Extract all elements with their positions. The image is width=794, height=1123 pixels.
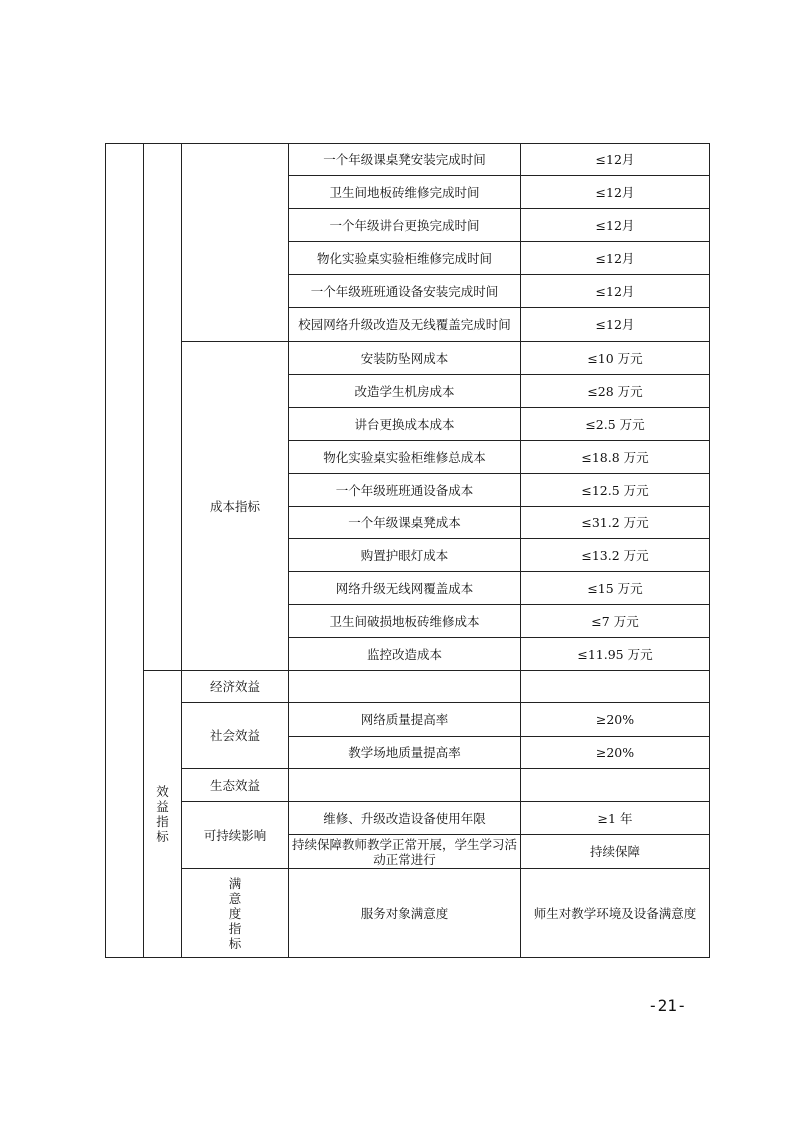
- indicator-value: ≤7 万元: [521, 605, 710, 638]
- indicator-item: 一个年级课桌凳成本: [289, 507, 521, 539]
- benefit-indicator-label: [144, 671, 182, 958]
- indicator-value: ≤12月: [521, 275, 710, 308]
- table-row: [106, 802, 710, 835]
- indicator-item: 一个年级班班通设备安装完成时间: [289, 275, 521, 308]
- table-row: [106, 671, 710, 703]
- indicator-item: 讲台更换成本成本: [289, 408, 521, 441]
- indicator-item: 教学场地质量提高率: [289, 737, 521, 769]
- indicator-value: ≤2.5 万元: [521, 408, 710, 441]
- indicator-value: ≤12月: [521, 209, 710, 242]
- vertical-char: 满: [228, 875, 242, 891]
- indicator-value: ≤18.8 万元: [521, 441, 710, 474]
- indicator-item: 物化实验桌实验柜维修完成时间: [289, 242, 521, 275]
- indicator-value: ≤11.95 万元: [521, 638, 710, 671]
- ecological-benefit-label: 生态效益: [182, 769, 289, 802]
- vertical-char: 益: [156, 799, 169, 814]
- vertical-char: 意: [228, 890, 242, 906]
- indicator-item: 网络质量提高率: [289, 703, 521, 737]
- indicator-value: ≤10 万元: [521, 342, 710, 375]
- indicator-value: ≤12月: [521, 242, 710, 275]
- indicator-value: ≥1 年: [521, 802, 710, 835]
- page-number: -21-: [648, 996, 687, 1015]
- indicator-value: ≥20%: [521, 703, 710, 737]
- cost-indicator-label: 成本指标: [182, 342, 289, 671]
- indicator-value: ≤15 万元: [521, 572, 710, 605]
- social-benefit-label: 社会效益: [182, 703, 289, 769]
- table-row: [106, 869, 710, 958]
- indicator-item: 网络升级无线网覆盖成本: [289, 572, 521, 605]
- indicator-item-empty: [289, 769, 521, 802]
- table-row: [106, 769, 710, 802]
- satisfaction-indicator-label: [182, 869, 289, 958]
- indicator-value: ≤31.2 万元: [521, 507, 710, 539]
- indicator-value: ≤12.5 万元: [521, 474, 710, 507]
- vertical-char: 指: [156, 814, 169, 829]
- indicator-value: ≥20%: [521, 737, 710, 769]
- table-row: [106, 342, 710, 375]
- vertical-char: 效: [156, 784, 169, 799]
- indicator-item: 改造学生机房成本: [289, 375, 521, 408]
- indicator-item: 监控改造成本: [289, 638, 521, 671]
- indicator-item: 卫生间地板砖维修完成时间: [289, 176, 521, 209]
- indicator-item: 维修、升级改造设备使用年限: [289, 802, 521, 835]
- level2-cell-empty: [144, 144, 182, 671]
- indicator-item: 师生对教学环境及设备满意度: [521, 869, 710, 958]
- vertical-char: 标: [228, 935, 242, 951]
- indicator-value-empty: [521, 671, 710, 703]
- indicator-item: 安装防坠网成本: [289, 342, 521, 375]
- sustainable-impact-label: 可持续影响: [182, 802, 289, 869]
- indicator-value: ≤28 万元: [521, 375, 710, 408]
- indicator-item: 卫生间破损地板砖维修成本: [289, 605, 521, 638]
- indicator-item: 持续保障教师教学正常开展，学生学习活动正常进行: [289, 835, 521, 869]
- indicator-value: ≤12月: [521, 176, 710, 209]
- indicator-value-empty: [521, 769, 710, 802]
- vertical-char: 度: [228, 905, 242, 921]
- service-satisfaction-label: 服务对象满意度: [289, 869, 521, 958]
- table-row: [106, 144, 710, 176]
- indicator-item-empty: [289, 671, 521, 703]
- level1-cell-empty: [106, 144, 144, 958]
- vertical-char: 指: [228, 920, 242, 936]
- indicator-value: ≤12月: [521, 144, 710, 176]
- indicator-item: 一个年级班班通设备成本: [289, 474, 521, 507]
- indicator-item: 物化实验桌实验柜维修总成本: [289, 441, 521, 474]
- table-row: [106, 703, 710, 737]
- indicator-item: 一个年级课桌凳安装完成时间: [289, 144, 521, 176]
- indicator-value: ≤13.2 万元: [521, 539, 710, 572]
- vertical-char: 标: [156, 829, 169, 844]
- indicator-item: 校园网络升级改造及无线覆盖完成时间: [289, 308, 521, 342]
- indicator-item: 购置护眼灯成本: [289, 539, 521, 572]
- indicator-value: 持续保障: [521, 835, 710, 869]
- indicator-item: 一个年级讲台更换完成时间: [289, 209, 521, 242]
- performance-indicator-table: [105, 143, 710, 958]
- time-indicator-cell-empty: [182, 144, 289, 342]
- indicator-value: ≤12月: [521, 308, 710, 342]
- economic-benefit-label: 经济效益: [182, 671, 289, 703]
